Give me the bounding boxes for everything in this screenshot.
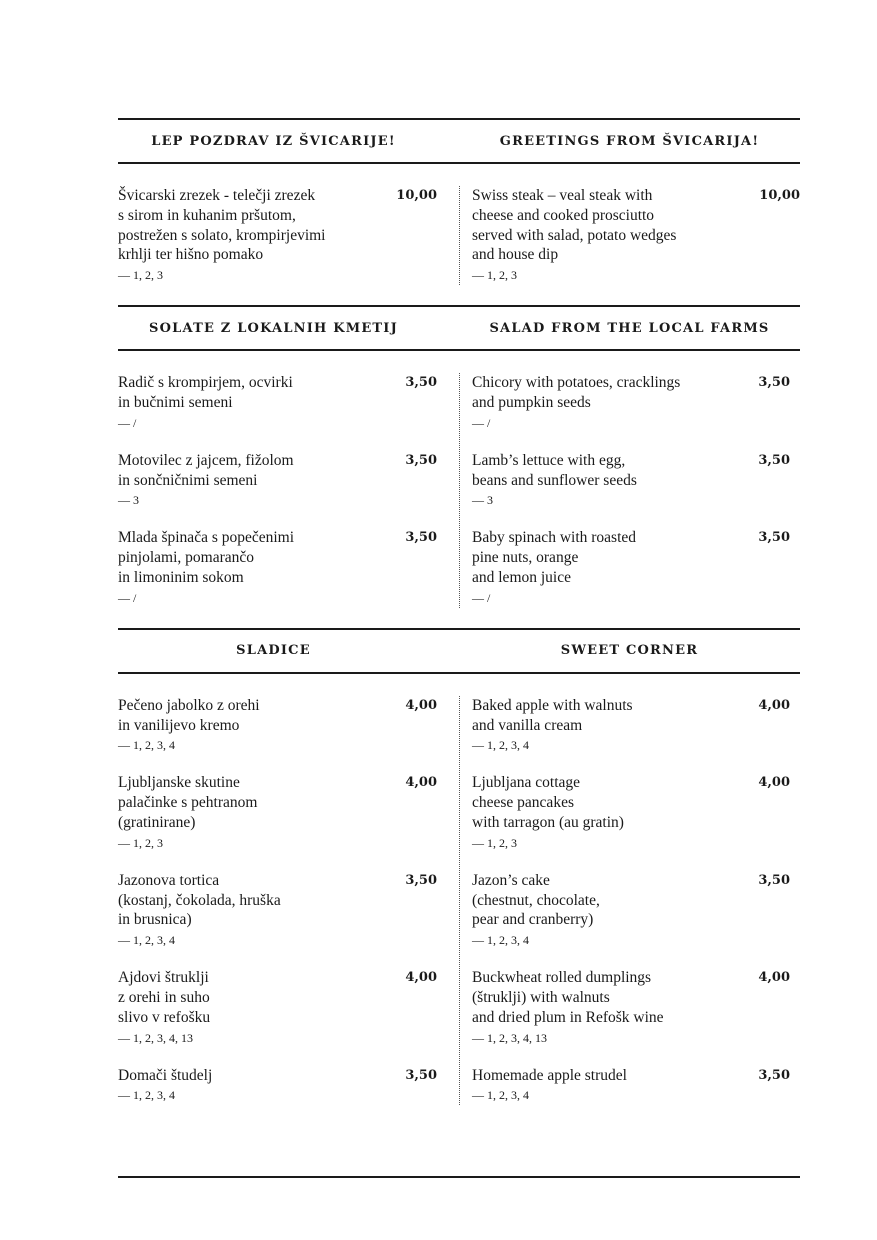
item-allergens: — 1, 2, 3, 4	[472, 1088, 529, 1103]
menu-item	[472, 968, 800, 1047]
item-line: with tarragon (au gratin)	[472, 813, 624, 831]
item-allergens: — 1, 2, 3	[472, 835, 517, 850]
item-description	[118, 773, 257, 852]
item-line: Mlada špinača s popečenimi	[118, 529, 295, 547]
item-allergens: — 1, 2, 3, 4	[118, 933, 175, 948]
menu-item	[118, 186, 437, 285]
section-title-en: SALAD FROM THE LOCAL FARMS	[489, 320, 770, 336]
item-line: (gratinirane)	[118, 813, 196, 831]
item-allergens: — 1, 2, 3	[118, 268, 163, 283]
item-description	[118, 373, 293, 433]
item-price: 3,50	[405, 530, 437, 546]
item-price: 10,00	[396, 188, 437, 203]
item-line: in limoninim sokom	[118, 568, 244, 586]
item-line: Ljubljanske skutine	[118, 774, 240, 792]
menu-item	[472, 696, 800, 756]
menu-item	[118, 696, 437, 756]
item-line: cheese and cooked prosciutto	[472, 206, 655, 224]
item-line: in vanilijevo kremo	[118, 716, 240, 734]
menu-item	[472, 871, 800, 950]
item-line: Baby spinach with roasted	[472, 529, 637, 547]
section-header	[118, 307, 800, 349]
item-line: Domači študelj	[118, 1066, 213, 1084]
menu-item	[472, 528, 800, 607]
item-line: beans and sunflower seeds	[472, 471, 637, 489]
item-line: Baked apple with walnuts	[472, 696, 633, 714]
item-price: 10,00	[759, 188, 800, 203]
item-line: and house dip	[472, 246, 559, 264]
item-line: cheese pancakes	[472, 794, 574, 812]
item-line: served with salad, potato wedges	[472, 226, 677, 244]
menu-item	[472, 373, 800, 433]
item-price: 4,00	[405, 775, 437, 791]
item-price: 3,50	[405, 375, 437, 391]
item-price: 4,00	[758, 970, 790, 986]
menu-item	[118, 773, 437, 852]
item-line: Jazon’s cake	[472, 871, 550, 889]
menu-item	[472, 451, 800, 511]
item-description	[118, 968, 210, 1047]
item-line: and dried plum in Refošk wine	[472, 1008, 664, 1026]
item-description	[472, 773, 624, 852]
item-allergens: — 1, 2, 3, 4	[118, 1088, 175, 1103]
item-description	[472, 451, 637, 511]
column-sl	[118, 373, 459, 608]
item-allergens: — 1, 2, 3, 4, 13	[472, 1030, 547, 1045]
section-header	[118, 630, 800, 672]
item-allergens: — /	[118, 590, 137, 605]
item-price: 3,50	[405, 872, 437, 888]
item-line: pear and cranberry)	[472, 911, 594, 929]
section-title-sl: LEP POZDRAV IZ ŠVICARIJE!	[151, 133, 396, 149]
item-line: Ajdovi štruklji	[118, 969, 209, 987]
item-allergens: — /	[472, 415, 491, 430]
section-title-en: GREETINGS FROM ŠVICARIJA!	[499, 133, 760, 149]
menu-item	[472, 1066, 800, 1106]
column-en	[459, 373, 800, 608]
item-line: Pečeno jabolko z orehi	[118, 696, 260, 714]
item-allergens: — 1, 2, 3	[118, 835, 163, 850]
item-line: Motovilec z jajcem, fižolom	[118, 451, 294, 469]
menu-item	[472, 773, 800, 852]
item-line: s sirom in kuhanim pršutom,	[118, 206, 296, 224]
item-line: in bučnimi semeni	[118, 393, 233, 411]
item-line: pine nuts, orange	[472, 549, 579, 567]
item-allergens: — /	[118, 415, 137, 430]
menu-item	[118, 373, 437, 433]
item-line: slivo v refošku	[118, 1008, 211, 1026]
item-allergens: — 3	[118, 493, 139, 508]
item-line: in brusnica)	[118, 911, 192, 929]
section-title-en: SWEET CORNER	[560, 643, 699, 659]
section-body	[118, 351, 800, 628]
item-description	[472, 186, 676, 285]
item-line: Chicory with potatoes, cracklings	[472, 374, 681, 392]
item-line: and pumpkin seeds	[472, 393, 591, 411]
item-price: 4,00	[405, 697, 437, 713]
item-description	[118, 1066, 212, 1106]
item-line: Homemade apple strudel	[472, 1066, 627, 1084]
item-description	[118, 696, 260, 756]
item-allergens: — 1, 2, 3, 4	[472, 738, 529, 753]
menu-item	[118, 451, 437, 511]
menu-item	[118, 1066, 437, 1106]
menu-item	[472, 186, 800, 285]
item-description	[472, 373, 680, 433]
item-price: 3,50	[758, 375, 790, 391]
section-title-sl: SOLATE Z LOKALNIH KMETIJ	[149, 320, 398, 336]
item-description	[472, 968, 664, 1047]
item-price: 4,00	[758, 775, 790, 791]
menu-item	[118, 871, 437, 950]
footer-rule	[118, 1176, 800, 1178]
item-line: krhlji ter hišno pomako	[118, 246, 264, 264]
section-body	[118, 674, 800, 1126]
column-en	[459, 186, 800, 285]
item-allergens: — 1, 2, 3, 4	[472, 933, 529, 948]
item-line: pinjolami, pomarančo	[118, 549, 255, 567]
item-allergens: — 1, 2, 3, 4	[118, 738, 175, 753]
menu-item	[118, 528, 437, 607]
menu-item	[118, 968, 437, 1047]
item-line: palačinke s pehtranom	[118, 794, 258, 812]
item-line: and vanilla cream	[472, 716, 583, 734]
item-line: Ljubljana cottage	[472, 774, 581, 792]
item-line: z orehi in suho	[118, 988, 210, 1006]
item-line: (chestnut, chocolate,	[472, 891, 600, 909]
item-description	[118, 451, 294, 511]
item-description	[118, 871, 281, 950]
item-price: 3,50	[758, 452, 790, 468]
item-line: Lamb’s lettuce with egg,	[472, 451, 626, 469]
item-line: (kostanj, čokolada, hruška	[118, 891, 281, 909]
item-price: 3,50	[405, 1067, 437, 1083]
column-sl	[118, 186, 459, 285]
item-line: Švicarski zrezek - telečji zrezek	[118, 187, 316, 204]
item-price: 3,50	[405, 452, 437, 468]
item-description	[472, 696, 633, 756]
item-allergens: — /	[472, 590, 491, 605]
item-line: Radič s krompirjem, ocvirki	[118, 374, 293, 392]
column-en	[459, 696, 800, 1106]
column-sl	[118, 696, 459, 1106]
item-line: postrežen s solato, krompirjevimi	[118, 226, 326, 244]
item-price: 3,50	[758, 872, 790, 888]
section-body	[118, 164, 800, 305]
item-allergens: — 3	[472, 493, 493, 508]
item-line: Swiss steak – veal steak with	[472, 187, 653, 204]
item-line: Buckwheat rolled dumplings	[472, 969, 652, 987]
item-allergens: — 1, 2, 3, 4, 13	[118, 1030, 193, 1045]
item-description	[472, 528, 636, 607]
item-description	[472, 871, 600, 950]
item-price: 4,00	[405, 970, 437, 986]
item-description	[472, 1066, 627, 1106]
item-line: and lemon juice	[472, 568, 571, 586]
item-allergens: — 1, 2, 3	[472, 268, 517, 283]
section-title-sl: SLADICE	[236, 643, 311, 659]
item-line: (štruklji) with walnuts	[472, 988, 610, 1006]
item-price: 4,00	[758, 697, 790, 713]
menu-page	[118, 118, 800, 1125]
item-price: 3,50	[758, 530, 790, 546]
item-description	[118, 186, 326, 285]
item-line: Jazonova tortica	[118, 871, 220, 889]
item-price: 3,50	[758, 1067, 790, 1083]
item-description	[118, 528, 294, 607]
section-header	[118, 120, 800, 162]
item-line: in sončničnimi semeni	[118, 471, 258, 489]
